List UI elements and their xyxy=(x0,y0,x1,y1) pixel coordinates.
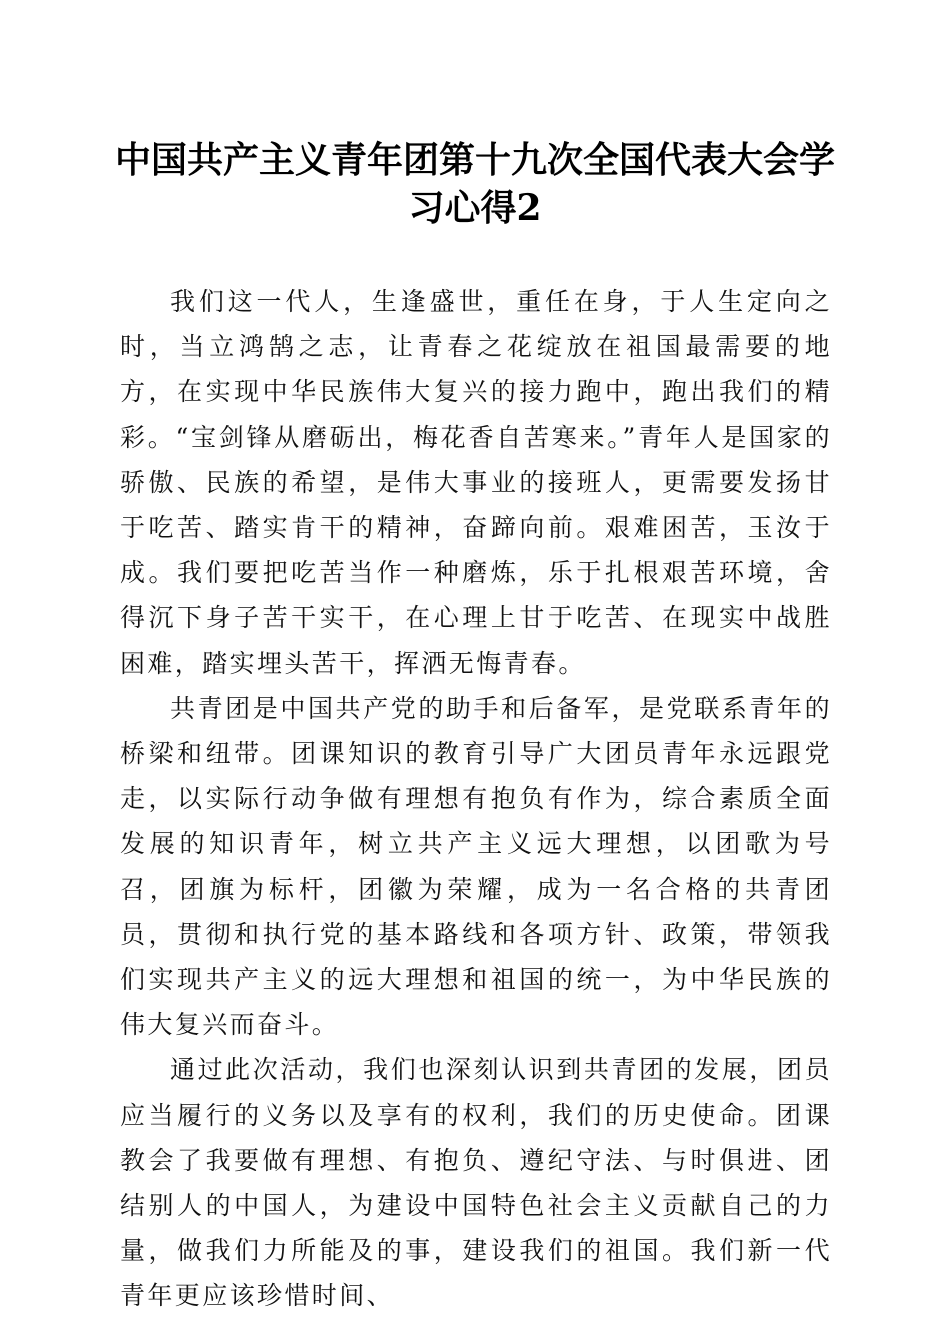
document-body xyxy=(120,279,832,1319)
paragraph-2: 共青团是中国共产党的助手和后备军，是党联系青年的桥梁和纽带。团课知识的教育引导广大团员青年永远跟党走，以实际行动争做有理想有抱负有作为，综合素质全面发展的知识青年，树立共产主义远大理想，以团歌为号召，团旗为标杆，团徽为荣耀，成为一名合格的共青团员，贯彻和执行党的基本路线和各项方针、政策，带领我们实现共产主义的远大理想和祖国的统一，为中华民族的伟大复兴而奋斗。 xyxy=(120,693,832,1040)
paragraph-3: 通过此次活动，我们也深刻认识到共青团的发展，团员应当履行的义务以及享有的权利，我们的历史使命。团课教会了我要做有理想、有抱负、遵纪守法、与时俱进、团结别人的中国人，为建设中国特色社会主义贡献自己的力量，做我们力所能及的事，建设我们的祖国。我们新一代青年更应该珍惜时间、 xyxy=(120,1055,832,1311)
paragraph-1: 我们这一代人，生逢盛世，重任在身，于人生定向之时，当立鸿鹄之志，让青春之花绽放在祖国最需要的地方，在实现中华民族伟大复兴的接力跑中，跑出我们的精彩。“宝剑锋从磨砺出，梅花香自苦寒来。”青年人是国家的骄傲、民族的希望，是伟大事业的接班人，更需要发扬甘于吃苦、踏实肯干的精神，奋蹄向前。艰难困苦，玉汝于成。我们要把吃苦当作一种磨炼，乐于扎根艰苦环境，舍得沉下身子苦干实干，在心理上甘于吃苦、在现实中战胜困难，踏实埋头苦干，挥洒无悔青春。 xyxy=(120,287,832,678)
document-title: 中国共产主义青年团第十九次全国代表大会学习心得2 xyxy=(115,139,836,229)
